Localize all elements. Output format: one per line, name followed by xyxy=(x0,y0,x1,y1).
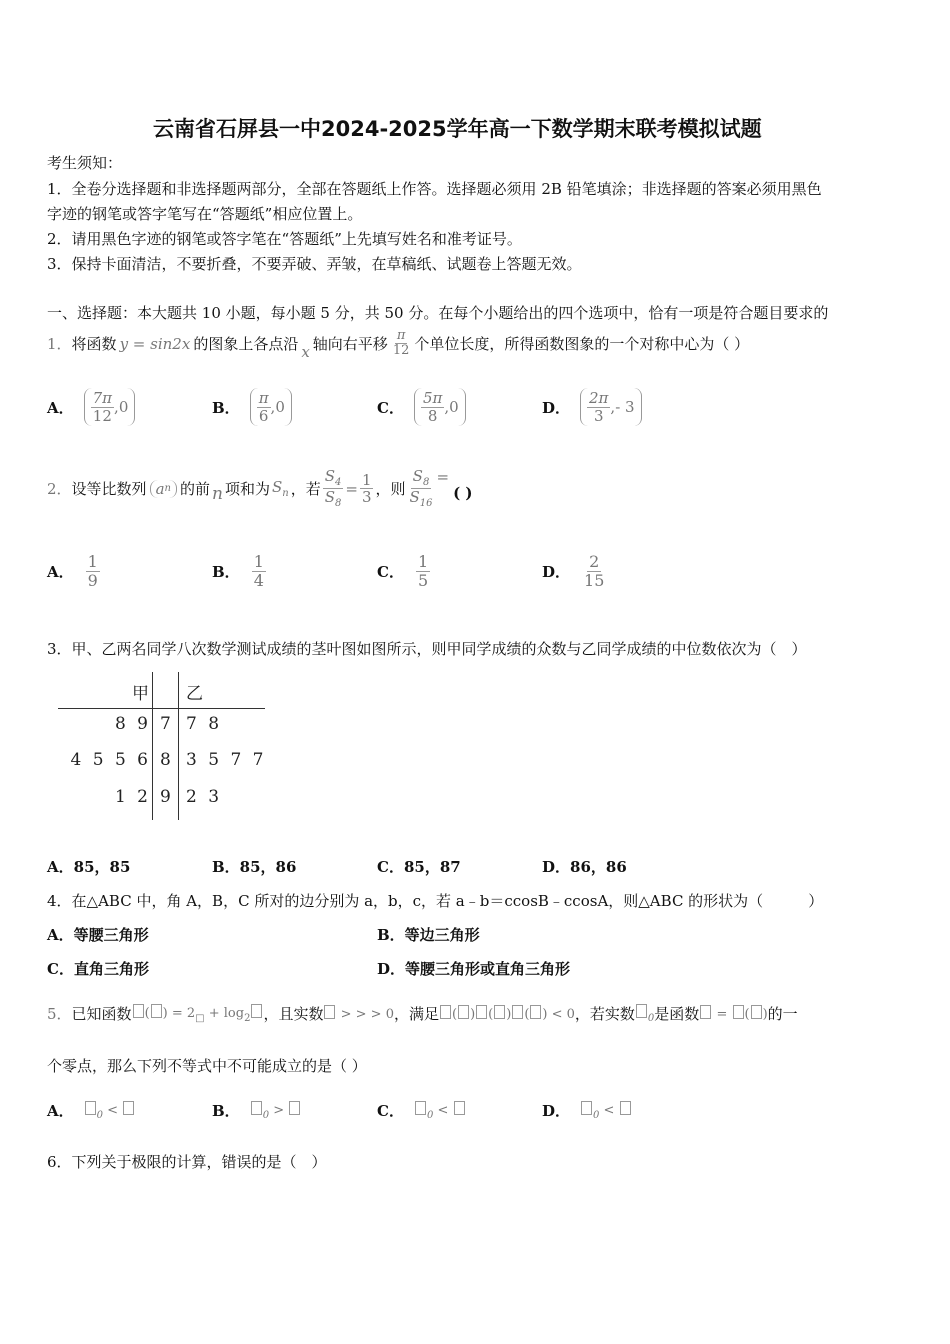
q2-option-d-den: 15 xyxy=(584,570,605,590)
row-2-left: 4 5 5 6 xyxy=(70,750,148,770)
q5-option-c[interactable] xyxy=(377,1100,466,1121)
q4-option-b[interactable]: B．等边三角形 xyxy=(377,926,480,944)
q1-option-d-label: D． xyxy=(542,398,571,417)
q2-option-c-fraction xyxy=(416,553,430,589)
q1-option-d-fraction xyxy=(587,390,610,424)
q5-option-d-expr: $_0$ < xyxy=(580,1101,632,1121)
q2-option-b-fraction xyxy=(252,553,266,589)
q1-option-a-value xyxy=(84,388,136,426)
q2-option-a-fraction xyxy=(86,553,100,589)
q1-option-b-value xyxy=(250,388,292,426)
q5-option-c-expr: $_0$ < xyxy=(414,1101,466,1121)
q2-option-d-num: 2 xyxy=(589,552,600,571)
q2-option-d-label: D． xyxy=(542,562,571,581)
q2-ratio1-num-sub: 4 xyxy=(334,477,342,488)
row-2-stem: 8 xyxy=(160,750,171,770)
q5-x0 xyxy=(635,1004,654,1024)
q1-option-a-rest: ,0 xyxy=(114,398,129,416)
q2-ratio-2 xyxy=(408,468,435,509)
q1-option-d-rest: ,- 3 xyxy=(610,398,635,416)
q2-s: S xyxy=(271,478,283,496)
q1-option-a-fraction xyxy=(91,390,114,424)
question-4: 4．在△ABC 中，角 A，B，C 所对的边分别为 a，b，c，若 a﹣b＝ccosB﹣ccosA，则△ABC 的形状为（ ） xyxy=(47,892,824,910)
q1-text-1: 将函数 xyxy=(71,335,117,354)
q2-ratio1-den: S xyxy=(324,488,335,506)
q5-option-d-label: D． xyxy=(542,1102,571,1120)
plot-header-yi: 乙 xyxy=(186,684,203,704)
q5-zero-fn: = ( ) xyxy=(699,1005,767,1022)
q1-option-c[interactable] xyxy=(377,388,466,426)
q1-shift-fraction xyxy=(391,329,412,359)
section-heading: 一、选择题：本大题共 10 小题，每小题 5 分，共 50 分。在每个小题给出的四个选项中，恰有一项是符合题目要求的 xyxy=(47,304,829,322)
q5-text-2: ，且实数 xyxy=(263,1005,324,1023)
q5-option-a-op: < xyxy=(107,1102,119,1118)
q2-option-a-label: A． xyxy=(47,562,74,581)
q5-option-a-label: A． xyxy=(47,1102,74,1120)
q5-product: ( ) ( ) ( ) < 0 xyxy=(439,1005,575,1022)
q2-number: 2． xyxy=(47,480,72,498)
q2-option-c-label: C． xyxy=(377,562,404,581)
q5-x0-sub: 0 xyxy=(647,1012,655,1024)
q2-s-sub: n xyxy=(282,488,289,499)
divider-right xyxy=(178,672,179,820)
q1-option-d-num: 2π xyxy=(589,389,609,407)
q2-value-num: 1 xyxy=(361,470,372,489)
q5-ineq-text: > > > 0 xyxy=(340,1007,394,1022)
q5-f-eq: = 2 xyxy=(171,1005,196,1021)
q1-option-c-label: C． xyxy=(377,398,404,417)
q1-option-b-rest: ,0 xyxy=(270,398,285,416)
q1-option-d-den: 3 xyxy=(593,406,604,425)
row-2-right: 3 5 7 7 xyxy=(186,750,264,770)
q1-option-a[interactable] xyxy=(47,388,135,426)
q2-sequence xyxy=(150,480,177,498)
q5-prod-text: < 0 xyxy=(551,1007,575,1022)
q1-shift-den: 12 xyxy=(392,343,410,359)
q2-ratio2-den: S xyxy=(409,488,420,506)
q1-option-b-den: 6 xyxy=(258,406,269,425)
q5-option-c-label: C． xyxy=(377,1102,404,1120)
divider-left xyxy=(152,672,153,820)
q2-ratio1-num: S xyxy=(324,467,335,485)
question-2 xyxy=(47,468,473,509)
q2-option-a-num: 1 xyxy=(87,552,98,571)
q5-option-d[interactable] xyxy=(542,1100,632,1121)
q5-number: 5． xyxy=(47,1005,72,1023)
q5-option-a[interactable] xyxy=(47,1100,135,1121)
q2-ratio2-num: S xyxy=(412,467,423,485)
question-3: 3．甲、乙两名同学八次数学测试成绩的茎叶图如图所示，则甲同学成绩的众数与乙同学成绩的中位数依次为（ ） xyxy=(47,640,807,658)
q1-number: 1． xyxy=(47,335,72,354)
q3-option-d[interactable]: D．86，86 xyxy=(542,858,627,876)
q4-option-c[interactable]: C．直角三角形 xyxy=(47,960,149,978)
q5-log: + log xyxy=(208,1005,245,1021)
q2-text-5: ，则 xyxy=(375,480,406,498)
q1-text-2: 的图象上各点沿 xyxy=(193,335,299,354)
q5-option-b-op: > xyxy=(273,1102,285,1118)
q1-option-a-label: A． xyxy=(47,398,74,417)
stem-leaf-plot xyxy=(50,672,270,822)
q2-option-b-num: 1 xyxy=(253,552,264,571)
row-1-left: 8 9 xyxy=(114,714,148,734)
notice-item-1b: 字迹的钢笔或答字笔写在“答题纸”相应位置上。 xyxy=(47,205,363,223)
q5-inequality xyxy=(323,1005,394,1022)
q5-text-4: ，若实数 xyxy=(574,1005,635,1023)
q1-option-c-num: 5π xyxy=(422,389,443,407)
q1-shift-num: π xyxy=(396,328,406,343)
row-1-right: 7 8 xyxy=(186,714,220,734)
q5-text-1: 已知函数 xyxy=(71,1005,132,1023)
question-1 xyxy=(47,329,749,359)
q1-option-b-num: π xyxy=(258,389,269,407)
q5-option-b[interactable] xyxy=(212,1100,301,1121)
q2-equals: = xyxy=(345,479,358,498)
notice-item-2: 2．请用黑色字迹的钢笔或答字笔在“答题纸”上先填写姓名和准考证号。 xyxy=(47,230,522,248)
q2-option-c[interactable] xyxy=(377,553,430,589)
notice-heading: 考生须知： xyxy=(47,154,123,172)
q2-blank: ( ) xyxy=(453,483,473,502)
q5-text-3: ，满足 xyxy=(393,1005,439,1023)
row-3-left: 1 2 xyxy=(114,787,148,807)
question-5 xyxy=(47,1003,798,1024)
q5-log-sub: 2 xyxy=(244,1012,251,1024)
q2-value-den: 3 xyxy=(361,488,372,506)
q3-option-a[interactable]: A．85，85 xyxy=(47,858,131,876)
q5-text-6: 的一 xyxy=(767,1005,798,1023)
q2-option-b-label: B． xyxy=(212,562,240,581)
q2-option-c-den: 5 xyxy=(417,570,429,590)
q5-option-b-expr: $_0$ > xyxy=(250,1101,302,1121)
notice-item-1a: 1．全卷分选择题和非选择题两部分，全部在答题纸上作答。选择题必须用 2B 铅笔填涂；非选择题的答案必须用黑色 xyxy=(47,180,822,198)
q1-option-c-den: 8 xyxy=(427,406,438,425)
q1-option-c-fraction xyxy=(421,390,444,424)
question-6: 6．下列关于极限的计算，错误的是（ ） xyxy=(47,1153,327,1171)
q1-text-4: 个单位长度，所得函数图象的一个对称中心为（ ） xyxy=(414,335,750,354)
q4-option-a[interactable]: A．等腰三角形 xyxy=(47,926,149,944)
q2-text-4: ，若 xyxy=(290,480,321,498)
q2-seq-sub: n xyxy=(164,483,171,494)
q1-option-a-num: 7π xyxy=(92,389,113,407)
q1-option-b-label: B． xyxy=(212,398,240,417)
q3-option-b[interactable]: B．85，86 xyxy=(212,858,297,876)
q2-option-b-den: 4 xyxy=(253,570,264,590)
q2-text-1: 设等比数列 xyxy=(71,480,147,498)
q2-equals-2: = xyxy=(436,467,450,486)
row-1-stem: 7 xyxy=(160,714,171,734)
q1-option-a-den: 12 xyxy=(92,406,112,425)
row-3-stem: 9 xyxy=(160,787,171,807)
q2-option-a[interactable] xyxy=(47,553,100,589)
page-title: 云南省石屏县一中2024-2025学年高一下数学期末联考模拟试题 xyxy=(153,117,762,141)
q2-option-a-den: 9 xyxy=(87,570,98,590)
q1-text-3: 轴向右平移 xyxy=(312,335,388,354)
q3-option-c[interactable]: C．85，87 xyxy=(377,858,461,876)
q1-option-d[interactable] xyxy=(542,388,642,426)
q2-text-3: 项和为 xyxy=(224,480,270,498)
q1-option-d-value xyxy=(580,388,642,426)
q2-n: n xyxy=(211,483,223,504)
q2-ratio1-den-sub: 8 xyxy=(334,498,342,509)
q1-x: x xyxy=(301,342,310,361)
q1-option-c-value xyxy=(414,388,466,426)
q2-text-2: 的前 xyxy=(179,480,210,498)
q5-option-b-label: B． xyxy=(212,1102,240,1120)
q2-option-d[interactable] xyxy=(542,553,606,589)
q1-option-b-fraction xyxy=(257,390,271,424)
q2-ratio2-num-sub: 8 xyxy=(422,477,430,488)
q5-option-c-op: < xyxy=(437,1102,449,1118)
q1-option-b[interactable] xyxy=(212,388,292,426)
q2-seq-a: a xyxy=(155,479,165,498)
header-rule xyxy=(58,708,265,709)
q2-value xyxy=(360,472,374,506)
q1-option-c-rest: ,0 xyxy=(444,398,459,416)
q2-option-c-num: 1 xyxy=(417,552,429,571)
q5-option-d-op: < xyxy=(603,1102,615,1118)
plot-header-jia: 甲 xyxy=(132,684,149,704)
q2-ratio2-den-sub: 16 xyxy=(419,498,433,509)
notice-item-3: 3．保持卡面清洁，不要折叠，不要弄破、弄皱，在草稿纸、试题卷上答题无效。 xyxy=(47,255,582,273)
q2-ratio-1 xyxy=(323,468,344,509)
q5-eqf: = xyxy=(716,1007,728,1022)
row-3-right: 2 3 xyxy=(186,787,220,807)
q5-option-a-expr: $_0$ < xyxy=(84,1101,136,1121)
q5-line-2: 个零点，那么下列不等式中不可能成立的是（ ） xyxy=(47,1057,367,1075)
q5-text-5: 是函数 xyxy=(654,1005,700,1023)
q2-option-d-fraction xyxy=(582,553,606,589)
q5-function: ( ) = $2_□ + \log_2$ xyxy=(132,1004,264,1024)
q4-option-d[interactable]: D．等腰三角形或直角三角形 xyxy=(377,960,571,978)
q2-option-b[interactable] xyxy=(212,553,266,589)
q1-function: y = sin2x xyxy=(119,334,191,353)
